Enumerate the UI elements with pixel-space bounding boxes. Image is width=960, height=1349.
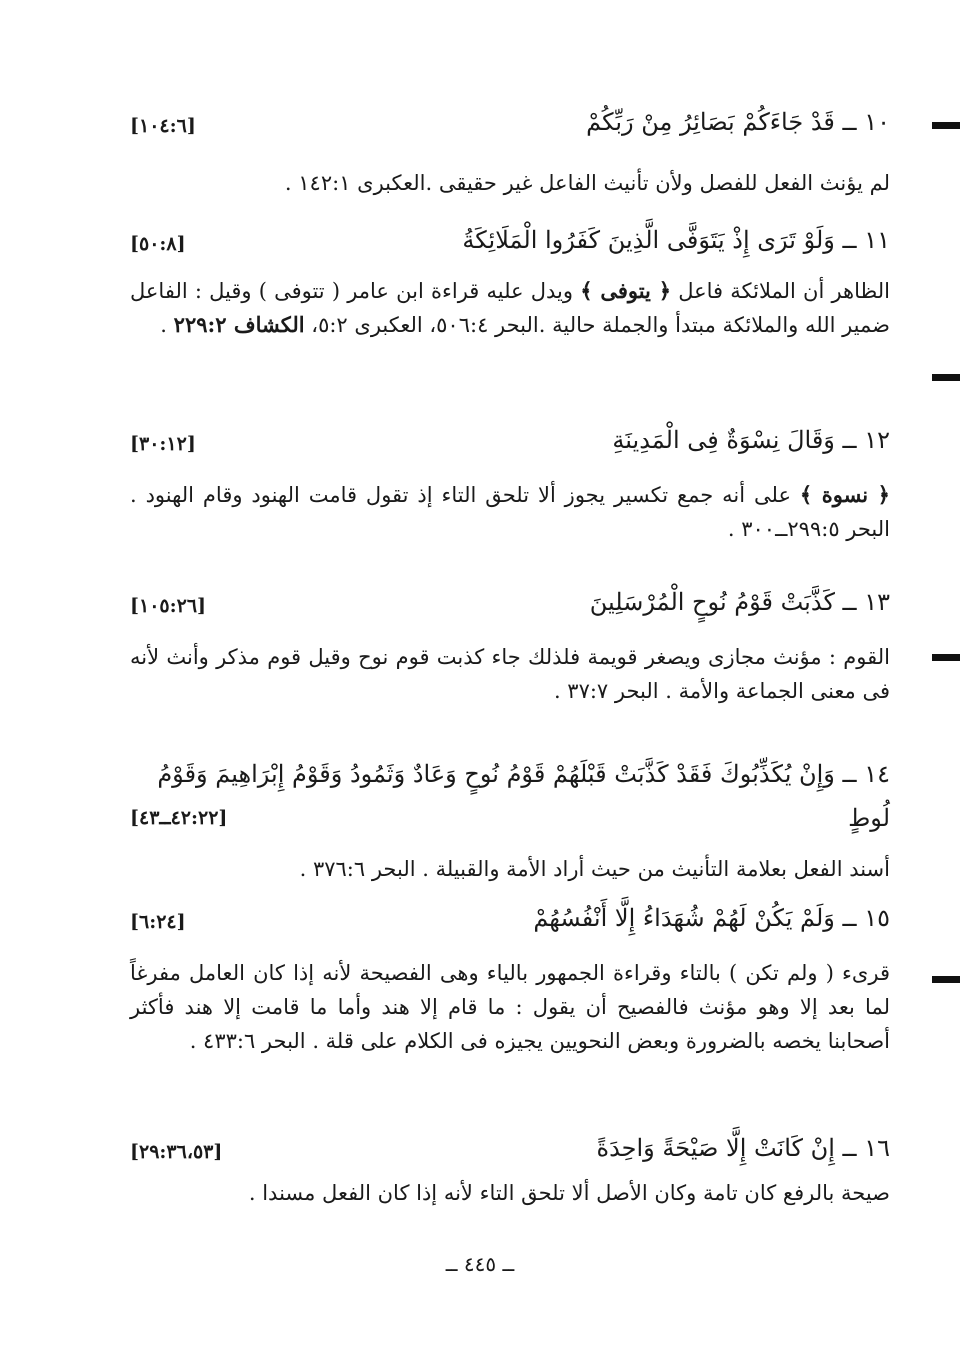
commentary-bold: ﴿ يتوفى ﴾ <box>580 278 672 303</box>
commentary: القوم : مؤنث مجازى ويصغر قويمة فلذلك جاء كذبت قوم نوح وقيل قوم مذكر وأنث لأنه فى معنى الجماعة والأمة . البحر ٣٧:٧ . <box>130 645 890 703</box>
entry-16 <box>130 1130 890 1210</box>
commentary: صيحة بالرفع كان تامة وكان الأصل ألا تلحق التاء لأنه إذا كان الفعل مسندا . <box>248 1181 890 1205</box>
commentary: قرىء ( ولم تكن ) بالتاء وقراءة الجمهور بالياء وهى الفصيحة لأنه إذا كان العامل مفرغاً لما بعد إلا وهو مؤنث فالفصيح أن يقول : ما قام إلا هند وأما ما قامت إلا هند فأكثر أصحابنا يخصه بالضرورة وبعض النحويين يجيزه فى الكلام على قلة . البحر ٤٣٣:٦ . <box>130 961 890 1053</box>
commentary-text: . <box>160 313 167 337</box>
commentary <box>130 478 890 546</box>
entry-12 <box>130 422 890 546</box>
commentary-text: الظاهر أن الملائكة فاعل <box>678 279 890 303</box>
commentary: لم يؤنث الفعل للفصل ولأن تأنيث الفاعل غير حقيقى .العكبرى ١٤٢:١ . <box>284 171 890 195</box>
margin-mark <box>932 122 960 129</box>
verse-reference: [٦:٢٤] <box>130 911 186 933</box>
verse-line <box>130 104 890 146</box>
verse-line <box>130 1130 890 1172</box>
verse-text: ١٤ ــ وَإِنْ يُكَذِّبُوكَ فَقَدْ كَذَّبَتْ قَبْلَهُمْ قَوْمُ نُوحٍ وَعَادٌ وَثَمُودُ وَقَوْمُ إِبْرَاهِيمَ وَقَوْمُ لُوطٍ <box>157 760 890 832</box>
entry-10 <box>130 104 890 200</box>
commentary: أسند الفعل بعلامة التأنيث من حيث أراد الأمة والقبيلة . البحر ٣٧٦:٦ . <box>299 857 890 881</box>
verse-reference: [٤٢:٢٢ــ٤٣] <box>130 807 228 829</box>
verse-reference: [١٠٤:٦] <box>130 115 196 137</box>
margin-mark <box>932 976 960 983</box>
verse-line <box>130 222 890 264</box>
verse-line <box>130 752 890 842</box>
commentary-bold: ﴿ نسوة ﴾ <box>799 482 890 507</box>
verse-reference: [٥٠:٨] <box>130 233 186 255</box>
entry-11 <box>130 222 890 342</box>
commentary-bold: الكشاف ٢٢٩:٢ <box>173 312 305 337</box>
margin-mark <box>932 374 960 381</box>
verse-text: ١٥ ــ وَلَمْ يَكُنْ لَهُمْ شُهَدَاءُ إِلَّا أَنْفُسُهُمْ <box>533 904 890 932</box>
entry-15 <box>130 900 890 1058</box>
margin-mark <box>932 654 960 661</box>
verse-reference: [١٠٥:٢٦] <box>130 595 207 617</box>
verse-reference: [٣٠:١٢] <box>130 433 196 455</box>
verse-text: ١٦ ــ إِنْ كَانَتْ إِلَّا صَيْحَةً وَاحِدَةً <box>596 1134 890 1162</box>
page-number: ــ ٤٤٥ ــ <box>445 1252 515 1276</box>
entry-13 <box>130 584 890 708</box>
commentary <box>130 274 890 342</box>
verse-line <box>130 422 890 464</box>
verse-text: ١٣ ــ كَذَّبَتْ قَوْمُ نُوحٍ الْمُرْسَلِينَ <box>589 588 890 616</box>
verse-line <box>130 584 890 626</box>
verse-text: ١٢ ــ وَقَالَ نِسْوَةٌ فِى الْمَدِينَةِ <box>612 426 890 454</box>
verse-text: ١١ ــ وَلَوْ تَرَى إِذْ يَتَوَفَّى الَّذِينَ كَفَرُوا الْمَلَائِكَةُ <box>462 226 890 254</box>
verse-reference: [٢٩:٣٦،٥٣] <box>130 1141 223 1163</box>
verse-text: ١٠ ــ قَدْ جَاءَكُمْ بَصَائِرُ مِنْ رَبِّكُمْ <box>586 108 890 136</box>
commentary-text: على أنه جمع تكسير يجوز ألا تلحق التاء إذ تقول قامت الهنود وقام الهنود . البحر ٢٩٩:٥ــ٣٠٠ . <box>130 483 890 541</box>
entry-14 <box>130 752 890 886</box>
verse-line <box>130 900 890 942</box>
commentary-text: ويدل عليه قراءة ابن عامر ( تتوفى ) وقيل : الفاعل ضمير الله والملائكة مبتدأ والجملة حالية .البحر ٥٠٦:٤، العكبرى ٥:٢، <box>130 279 890 337</box>
